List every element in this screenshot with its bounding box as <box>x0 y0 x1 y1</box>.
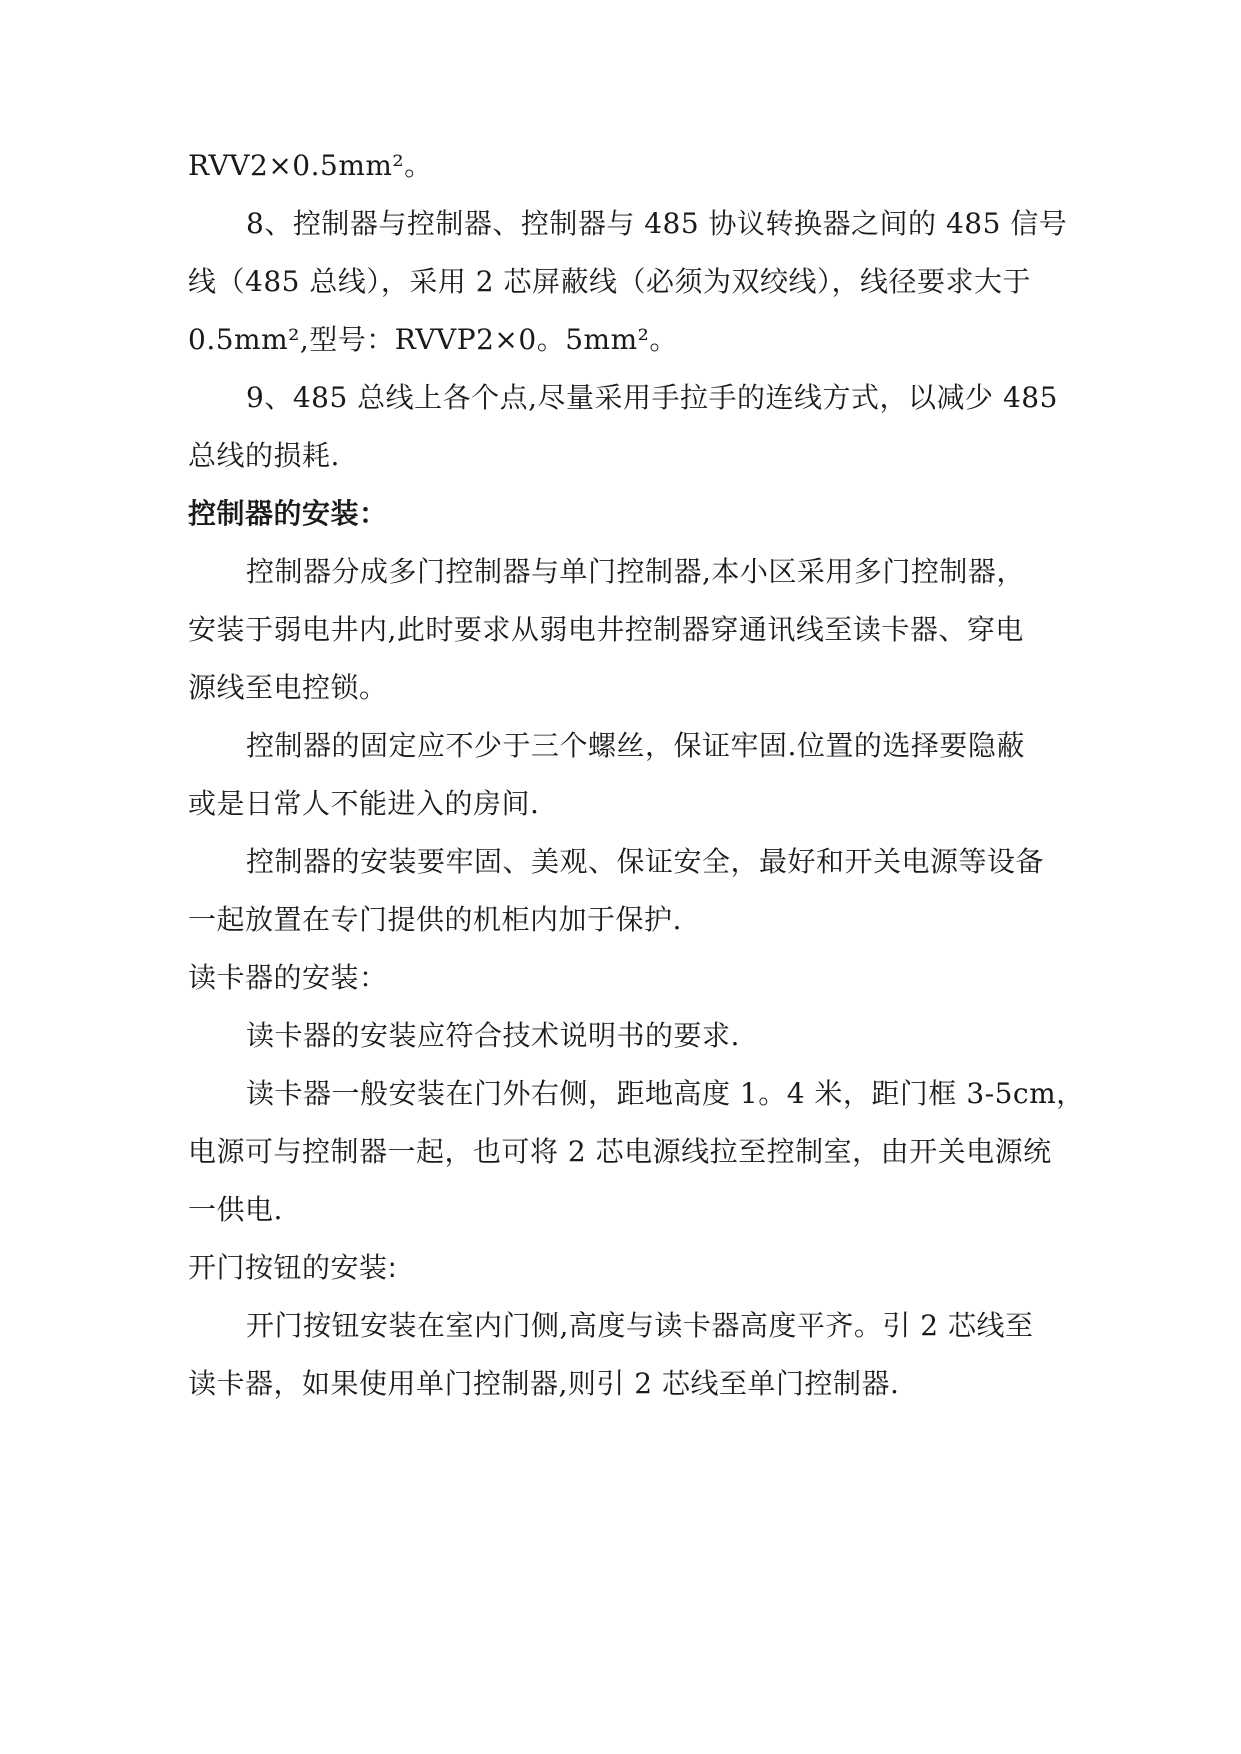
text-line: 源线至电控锁。 <box>188 671 388 704</box>
text-line: 线（485 总线），采用 2 芯屏蔽线（必须为双绞线），线径要求大于 <box>188 265 1031 298</box>
text-line: 或是日常人不能进入的房间. <box>188 787 540 820</box>
paragraph-line: 控制器分成多门控制器与单门控制器,本小区采用多门控制器， <box>246 555 1025 588</box>
paragraph-item-9: 9、485 总线上各个点,尽量采用手拉手的连线方式，以减少 485 <box>246 381 1058 414</box>
text-line: 一起放置在专门提供的机柜内加于保护. <box>188 903 682 936</box>
text-line: 电源可与控制器一起，也可将 2 芯电源线拉至控制室，由开关电源统 <box>188 1135 1052 1168</box>
paragraph-line: 读卡器一般安装在门外右侧，距地高度 1。4 米，距门框 3-5cm， <box>246 1077 1085 1110</box>
text-line: 总线的损耗. <box>188 439 340 472</box>
section-heading-reader-install: 读卡器的安装： <box>188 961 388 994</box>
text-line: 0.5mm²,型号：RVVP2×0。5mm²。 <box>188 323 678 356</box>
text-line: RVV2×0.5mm²。 <box>188 149 433 182</box>
paragraph-line: 读卡器的安装应符合技术说明书的要求. <box>246 1019 740 1052</box>
paragraph-line: 开门按钮安装在室内门侧,高度与读卡器高度平齐。引 2 芯线至 <box>246 1309 1034 1342</box>
section-heading-controller-install: 控制器的安装： <box>188 497 388 530</box>
text-line: 读卡器，如果使用单门控制器,则引 2 芯线至单门控制器. <box>188 1367 900 1400</box>
text-line: 安装于弱电井内,此时要求从弱电井控制器穿通讯线至读卡器、穿电 <box>188 613 1024 646</box>
section-heading-button-install: 开门按钮的安装: <box>188 1251 398 1284</box>
text-line: 一供电. <box>188 1193 283 1226</box>
paragraph-line: 控制器的安装要牢固、美观、保证安全，最好和开关电源等设备 <box>246 845 1045 878</box>
paragraph-item-8: 8、控制器与控制器、控制器与 485 协议转换器之间的 485 信号 <box>246 207 1068 240</box>
paragraph-line: 控制器的固定应不少于三个螺丝，保证牢固.位置的选择要隐蔽 <box>246 729 1025 762</box>
